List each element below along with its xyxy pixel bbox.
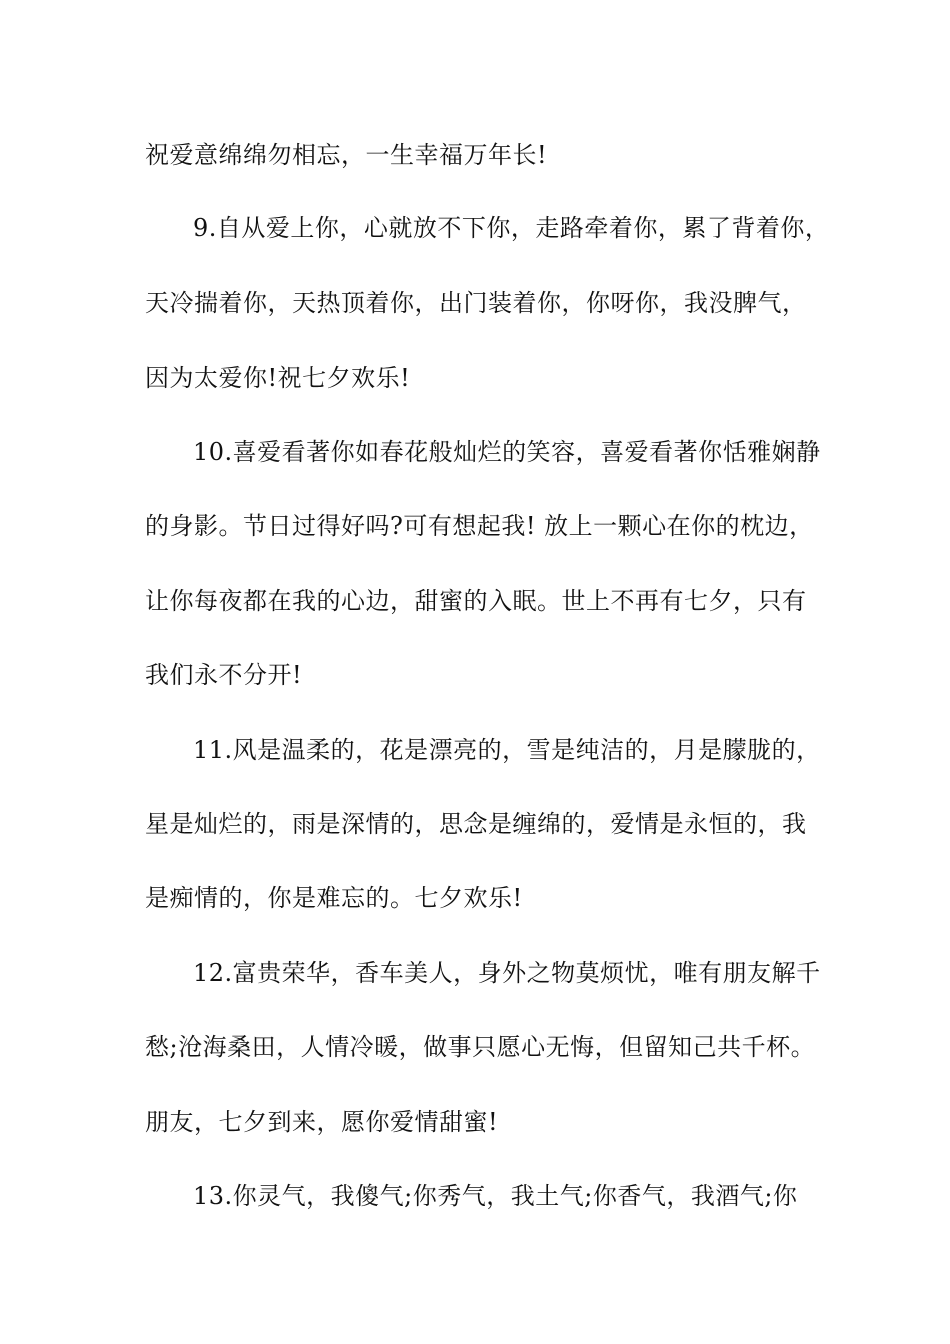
text-line: 祝爱意绵绵勿相忘，一生幸福万年长!: [145, 141, 548, 169]
text-line: 的身影。节日过得好吗?可有想起我! 放上一颗心在你的枕边，: [145, 512, 814, 540]
text-line: 因为太爱你!祝七夕欢乐!: [145, 364, 411, 392]
text-line: 星是灿烂的，雨是深情的，思念是缠绵的，爱情是永恒的，我: [145, 810, 807, 838]
text-line: 让你每夜都在我的心边，甜蜜的入眠。世上不再有七夕，只有: [145, 587, 807, 615]
text-line: 天冷揣着你，天热顶着你，出门装着你，你呀你，我没脾气，: [145, 289, 807, 317]
text-line: 朋友，七夕到来，愿你爱情甜蜜!: [145, 1108, 499, 1136]
text-line: 愁;沧海桑田，人情冷暖，做事只愿心无悔，但留知己共千杯。: [145, 1033, 816, 1061]
paragraph-start-line: 11.风是温柔的，花是漂亮的，雪是纯洁的，月是朦胧的，: [193, 736, 821, 764]
paragraph-start-line: 10.喜爱看著你如春花般灿烂的笑容，喜爱看著你恬雅娴静: [193, 438, 821, 466]
paragraph-start-line: 9.自从爱上你，心就放不下你，走路牵着你，累了背着你，: [193, 214, 830, 242]
text-line: 是痴情的，你是难忘的。七夕欢乐!: [145, 884, 523, 912]
paragraph-start-line: 13.你灵气，我傻气;你秀气，我土气;你香气，我酒气;你: [193, 1182, 798, 1210]
text-line: 我们永不分开!: [145, 661, 303, 689]
paragraph-start-line: 12.富贵荣华，香车美人，身外之物莫烦忧，唯有朋友解千: [193, 959, 821, 987]
